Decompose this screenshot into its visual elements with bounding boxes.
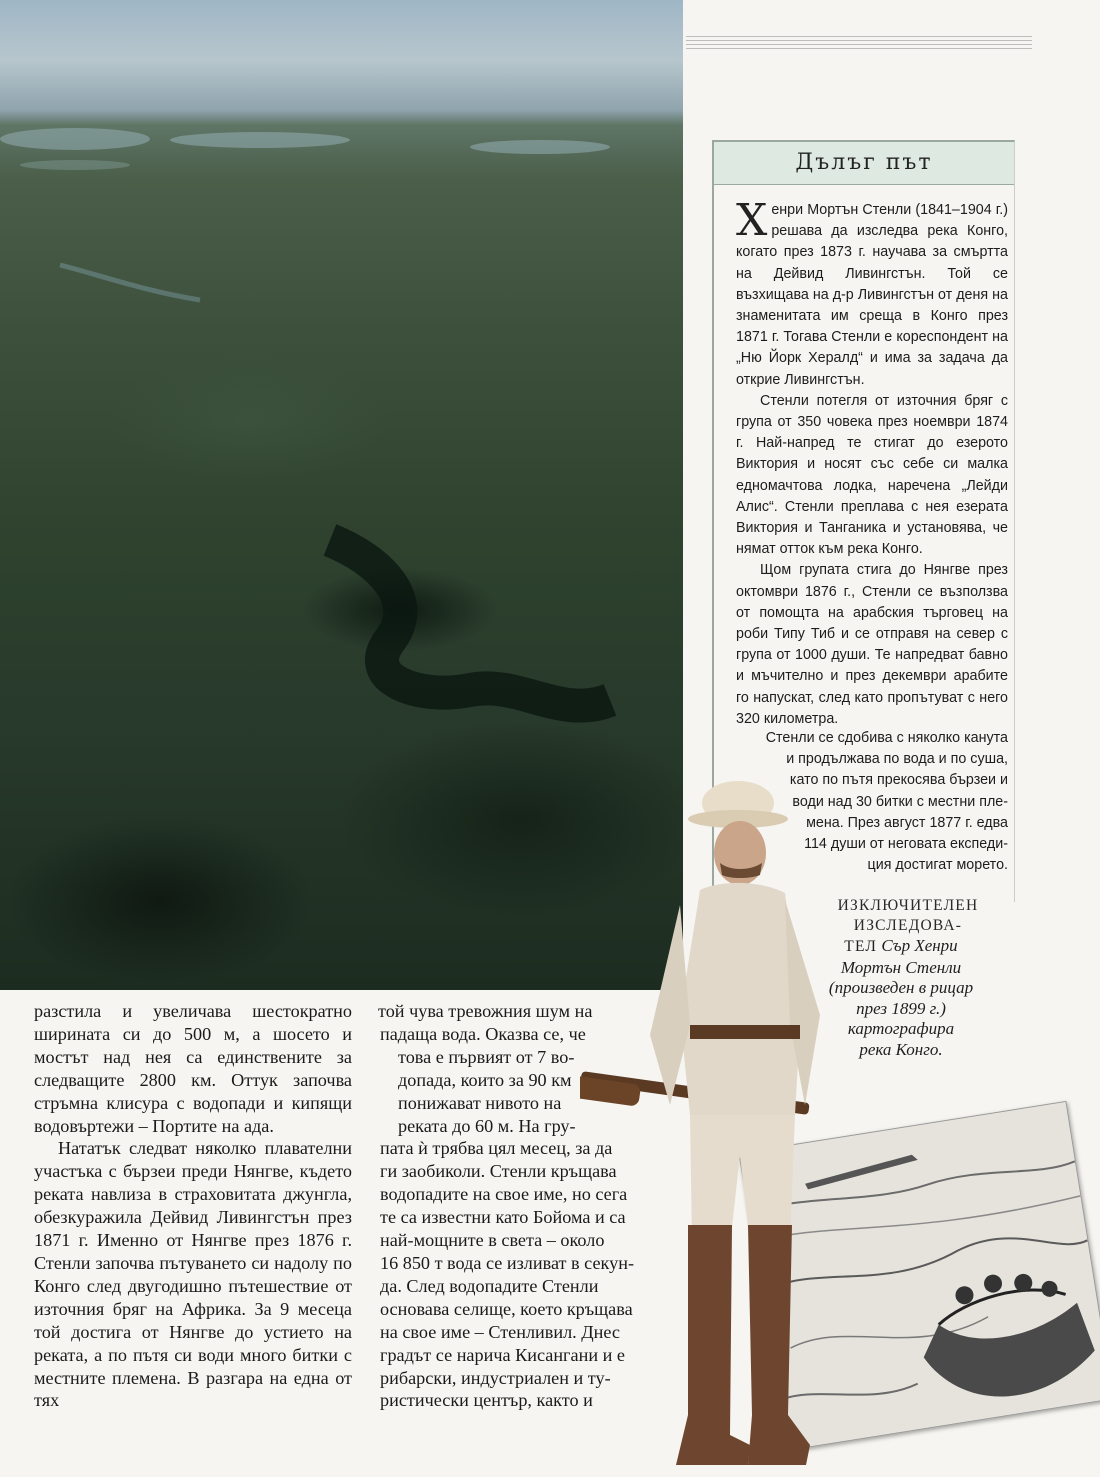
sidebar-paragraph-3: Щом групата стига до Нянгве през октомври 1876 г., Стенли се възползва от помощта на арабския търговец на роби Типу Тиб и се отправя на север с група от 1000 души. Те напредват бавно и мъчително и през декември арабите го напускат, след като пропътуват с него 320 километра. — [736, 562, 1008, 727]
body-paragraph: разстила и увеличава шестократно ширината си до 500 м, а шосето и мостът над нея са единствените за следващите 2800 км. Оттук започва стръмна клисура с водопади и кипящи водовъртежи – Портите на ада. — [34, 1001, 352, 1136]
sidebar-paragraph-1: Хенри Мортън Стенли (1841–1904 г.) решава да изследва река Конго, когато през 1873 г. научава за смъртта на Дейвид Ливингстън. Той се възхищава на д-р Ливингстън от деня на знаменитата им среща в Конго през 1871 г. Тогава Стенли е кореспондент на „Ню Йорк Хералд“ и има за задача да открие Ливингстън. — [736, 195, 1008, 388]
explorer-portrait — [580, 775, 850, 1475]
body-paragraph: Нататък следват няколко плавателни участъка с бързеи преди Нянгве, където реката навлиза в страховитата джунгла, обезкуражила Дейвид Ливингстън през 1871 г. Именно от Нянгве през 1876 г. Стенли започва пътуването си надолу по Конго след двугодишно пътешествие от източния бряг на Африка. За 9 месеца той достига от Нянгве до устието на реката, а по пътя си води много битки с местните племена. В разгара на една от тях — [34, 1138, 352, 1411]
header-rule — [686, 44, 1032, 45]
header-rule — [686, 36, 1032, 37]
sidebar-text — [736, 195, 1008, 730]
sidebar-paragraph-4: Стенли се сдобива с няколко канута и продължава по вода и по суша, като по пътя прекосява бързеи и води над 30 битки с местни пле- мена. През август 1877 г. едва 114 души от неговата експеди- ция достигат морето. — [765, 730, 1008, 874]
drop-cap: Х — [736, 195, 768, 246]
body-column-1 — [34, 1000, 352, 1412]
header-rule — [686, 48, 1032, 49]
body-column-2: той чува тревожния шум на падаща вода. Оказва се, че това е първият от 7 во- допада, които за 90 км понижават нивото на реката до 60 м. На гру- пата ѝ трябва цял месец, за да ги заобиколи. Стенли кръщава водопадите на свое име, но сега те са известни като Бойома и са най-мощните в света – около 16 850 т вода се изливат в секун- да. След водопадите Стенли основава селище, което кръщава на свое име – Стенливил. Днес градът се нарича Кисангани и е рибарски, индустриален и ту- ристически център, както и — [378, 1001, 635, 1411]
caption-title: ИЗКЛЮЧИТЕЛЕН ИЗСЛЕДОВА- — [837, 897, 979, 934]
sidebar-title: Дълъг път — [795, 150, 933, 175]
sidebar-header — [714, 142, 1014, 185]
caption-body: ТЕЛ Сър Хенри Мортън Стенли (произведен в рицар през 1899 г.) картографира река Конго. — [828, 936, 974, 1059]
header-rule — [686, 40, 1032, 41]
sidebar-paragraph-2: Стенли потегля от източния бряг с група от 350 човека през ноември 1874 г. Най-напред те стигат до езерото Виктория и носят със себе си малка едномачтова лодка, наречена „Лейди Алис“. Стенли преплава с нея езерата Виктория и Танганика и установява, че нямат отток към река Конго. — [736, 392, 1008, 558]
